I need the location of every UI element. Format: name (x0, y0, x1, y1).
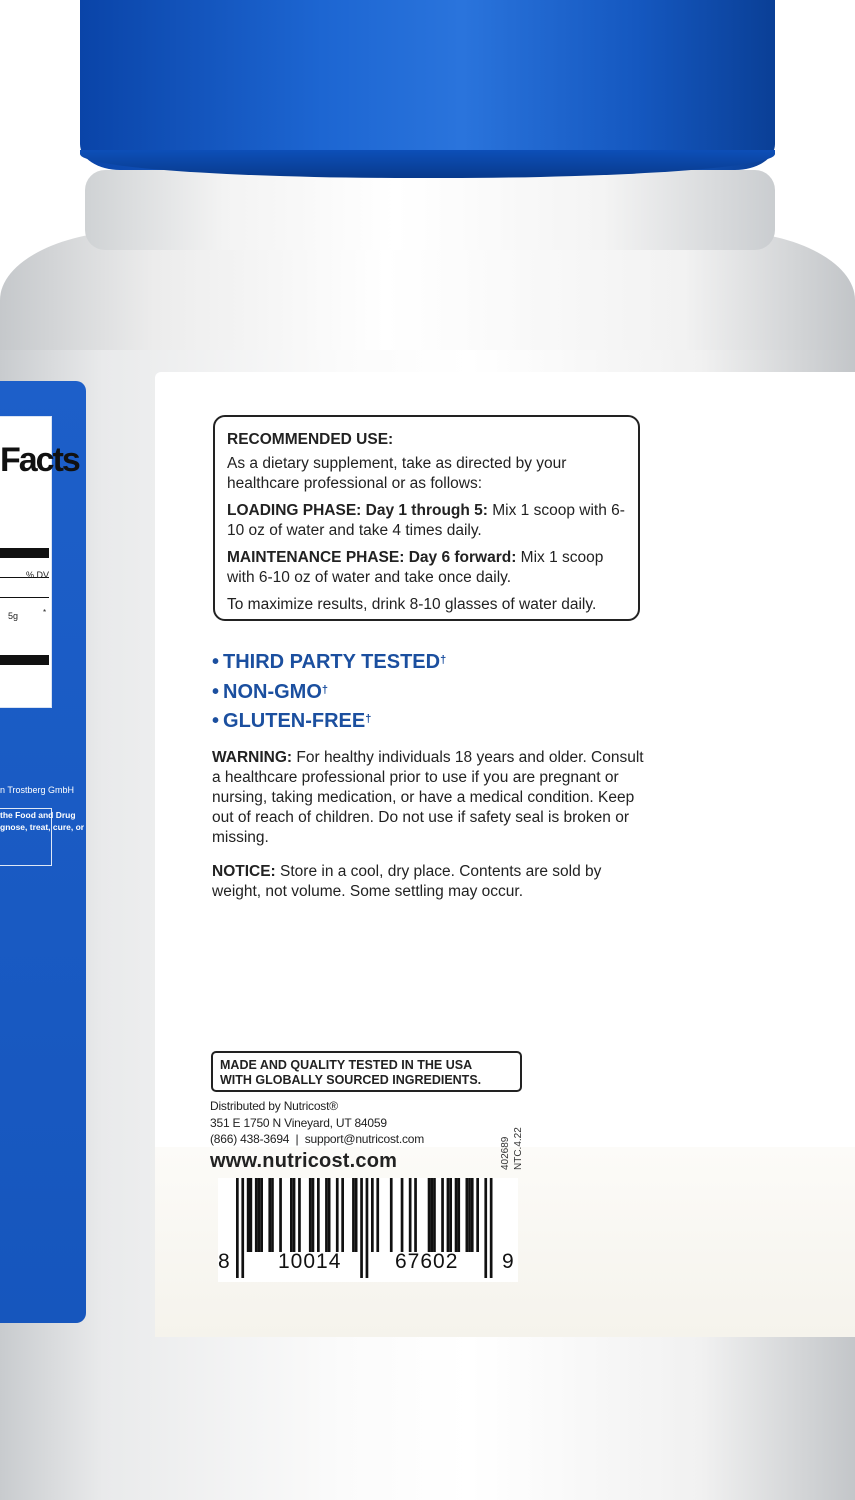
barcode-bar (328, 1178, 331, 1252)
barcode-bar (466, 1178, 469, 1252)
barcode-bar (455, 1178, 458, 1252)
maintenance-phase-label: MAINTENANCE PHASE: Day 6 forward: (227, 549, 517, 566)
blue-lid (80, 0, 775, 170)
barcode-bars (218, 1178, 518, 1282)
claim-text: THIRD PARTY TESTED (223, 651, 441, 673)
lot-codes (500, 1127, 540, 1170)
distributor-info (210, 1098, 424, 1148)
dagger-mark: † (365, 713, 372, 725)
manufacturer-fragment: n Trostberg GmbH (0, 785, 75, 795)
claim-item (212, 707, 446, 737)
barcode-bar (325, 1178, 328, 1252)
barcode-bar (468, 1178, 471, 1252)
distributor-contact: (866) 438-3694 | support@nutricost.com (210, 1132, 425, 1146)
made-in-line: WITH GLOBALLY SOURCED INGREDIENTS. (220, 1073, 482, 1087)
barcode-bar (312, 1178, 315, 1252)
made-in-line: MADE AND QUALITY TESTED IN THE USA (220, 1058, 473, 1072)
claim-item (212, 648, 446, 678)
claim-item (212, 678, 446, 708)
dagger-mark: † (440, 654, 447, 666)
barcode-bar (298, 1178, 301, 1252)
claim-text: GLUTEN-FREE (223, 710, 366, 732)
barcode-bar (236, 1178, 239, 1278)
barcode-bar (247, 1178, 250, 1252)
maintenance-phase (227, 548, 626, 588)
lot-code: NTC.4.22 (513, 1127, 524, 1170)
distributor-address: 351 E 1750 N Vineyard, UT 84059 (210, 1115, 387, 1130)
barcode-bar (441, 1178, 444, 1252)
facts-amount: 5g (8, 611, 19, 621)
bullet-icon: • (212, 710, 220, 732)
supplement-facts-box (0, 416, 79, 708)
barcode-bar (360, 1178, 363, 1278)
barcode-bar (447, 1178, 450, 1252)
distributor-name: Distributed by Nutricost® (210, 1099, 338, 1113)
barcode-bar (401, 1178, 404, 1252)
website-url: www.nutricost.com (210, 1150, 398, 1172)
claims-list (212, 648, 446, 737)
facts-title: Facts (0, 441, 79, 479)
lot-code: 402689 (500, 1136, 511, 1170)
barcode-bar (336, 1178, 339, 1252)
claim-text: NON-GMO (223, 680, 322, 703)
jar-neck (85, 170, 775, 250)
dagger-mark: † (321, 683, 329, 696)
facts-dv-header: % DV (26, 570, 50, 580)
facts-star: * (43, 608, 47, 617)
barcode-digit-first: 8 (218, 1250, 230, 1273)
barcode-bar (309, 1178, 312, 1252)
barcode-bar (366, 1178, 369, 1278)
loading-phase (227, 501, 626, 541)
barcode-bar (376, 1178, 379, 1252)
bullet-icon: • (212, 651, 220, 673)
barcode-bar (430, 1178, 433, 1252)
barcode-bar (290, 1178, 293, 1252)
disclaimer-line: gnose, treat, cure, or (0, 822, 85, 832)
barcode-bar (341, 1178, 344, 1252)
barcode-bar (250, 1178, 253, 1252)
barcode-bar (355, 1178, 358, 1252)
maintenance-phase-text: Mix 1 scoop with 6-10 oz of water and take once daily. (227, 549, 604, 586)
facts-rule (0, 597, 49, 598)
barcode-bar (428, 1178, 431, 1252)
recommended-use-box (213, 415, 640, 621)
facts-rule (0, 655, 49, 665)
loading-phase-label: LOADING PHASE: Day 1 through 5: (227, 502, 488, 519)
barcode-bar (409, 1178, 412, 1252)
barcode-bar (484, 1178, 487, 1278)
barcode-right-group: 67602 (395, 1250, 459, 1273)
barcode-bar (279, 1178, 282, 1252)
barcode-bar (255, 1178, 258, 1252)
upc-barcode (218, 1178, 518, 1282)
barcode-bar (352, 1178, 355, 1252)
loading-phase-text: Mix 1 scoop with 6-10 oz of water and take 4 times daily. (227, 502, 625, 539)
recommended-use-heading: RECOMMENDED USE: (227, 431, 394, 448)
barcode-bar (414, 1178, 417, 1252)
barcode-left-group: 10014 (278, 1250, 342, 1273)
barcode-bar (476, 1178, 479, 1252)
facts-rule (0, 548, 49, 558)
warning-label: WARNING: (212, 749, 293, 766)
barcode-bar (271, 1178, 274, 1252)
barcode-bar (260, 1178, 263, 1252)
barcode-bar (490, 1178, 493, 1278)
barcode-bar (317, 1178, 320, 1252)
fda-disclaimer-box (0, 808, 85, 866)
notice-body: Store in a cool, dry place. Contents are sold by weight, not volume. Some settling may occur. (212, 863, 602, 900)
barcode-bar (449, 1178, 452, 1252)
barcode-bar (433, 1178, 436, 1252)
barcode-bar (241, 1178, 244, 1278)
made-in-usa-box (211, 1051, 522, 1092)
barcode-digit-last: 9 (502, 1250, 514, 1273)
hydration-tip: To maximize results, drink 8-10 glasses of water daily. (227, 596, 597, 613)
barcode-bar (371, 1178, 374, 1252)
warning-text (212, 748, 652, 848)
barcode-bar (457, 1178, 460, 1252)
barcode-bar (471, 1178, 474, 1252)
notice-text (212, 862, 652, 902)
bullet-icon: • (212, 680, 220, 703)
notice-label: NOTICE: (212, 863, 276, 880)
barcode-bar (390, 1178, 393, 1252)
disclaimer-line: the Food and Drug (0, 810, 76, 820)
barcode-bar (293, 1178, 296, 1252)
barcode-bar (258, 1178, 261, 1252)
recommended-use-intro: As a dietary supplement, take as directed by your healthcare professional or as follows: (227, 455, 567, 492)
barcode-bar (268, 1178, 271, 1252)
warning-body: For healthy individuals 18 years and older. Consult a healthcare professional prior to use if you are pregnant or nursing, taking medication, or have a medical condition. Keep out of reach of children. Do not use if safety seal is broken or missing. (212, 749, 644, 846)
